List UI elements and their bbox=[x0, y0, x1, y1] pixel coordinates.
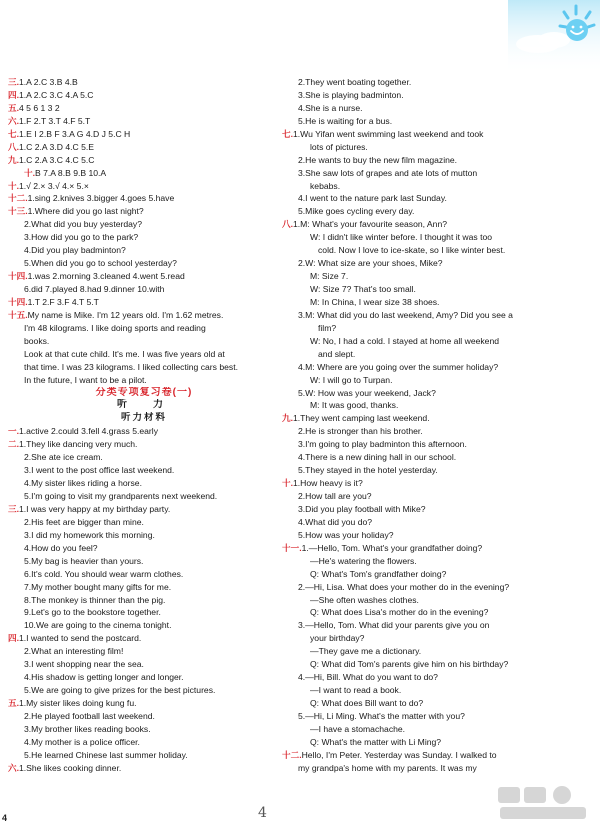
answer-line bbox=[8, 697, 280, 710]
answer-text: 5.They stayed in the hotel yesterday. bbox=[298, 465, 438, 476]
watermark-logo bbox=[494, 781, 594, 823]
section-marker: 三. bbox=[8, 77, 19, 87]
answer-line bbox=[282, 361, 596, 374]
answer-text: 5.When did you go to school yesterday? bbox=[24, 258, 177, 269]
page-number: 4 bbox=[2, 813, 8, 823]
answer-line bbox=[282, 167, 596, 180]
answer-text: 1.T 2.F 3.F 4.T 5.T bbox=[27, 296, 99, 307]
answer-line bbox=[8, 89, 280, 102]
answer-text: 1.F 2.T 3.T 4.F 5.T bbox=[18, 115, 91, 126]
answer-line bbox=[8, 723, 280, 736]
answer-line bbox=[282, 115, 596, 128]
answer-line bbox=[8, 283, 280, 296]
section-marker: 八. bbox=[8, 141, 19, 152]
answer-line bbox=[282, 335, 596, 348]
answer-text: 2.What an interesting film! bbox=[24, 646, 124, 657]
answer-text: 1.Where did you go last night? bbox=[27, 206, 144, 217]
answer-text: 2.She ate ice cream. bbox=[24, 452, 103, 463]
answer-text: Q: What does Lisa's mother do in the evening? bbox=[310, 607, 489, 618]
answer-text: 3.My brother likes reading books. bbox=[24, 723, 151, 734]
answer-text: 1.Wu Yifan went swimming last weekend and took bbox=[292, 128, 484, 139]
answer-text: 5.He is waiting for a bus. bbox=[298, 115, 393, 126]
answer-line bbox=[8, 192, 280, 205]
section-marker: 九. bbox=[8, 154, 19, 165]
section-marker: 十二. bbox=[282, 749, 302, 760]
answer-line bbox=[282, 542, 596, 555]
answer-text: 3.I did my homework this morning. bbox=[24, 529, 155, 540]
answer-text: —He's watering the flowers. bbox=[310, 555, 417, 566]
answer-line bbox=[8, 154, 280, 167]
answer-line bbox=[282, 374, 596, 387]
answer-text: 5.W: How was your weekend, Jack? bbox=[298, 387, 436, 398]
answer-text: 1.How heavy is it? bbox=[292, 478, 363, 489]
answer-line bbox=[8, 244, 280, 257]
answer-line bbox=[282, 257, 596, 270]
answer-line bbox=[282, 619, 596, 632]
answer-line bbox=[282, 192, 596, 205]
section-marker: 十五. bbox=[8, 309, 28, 320]
answer-line bbox=[8, 619, 280, 632]
answer-text: 3.Did you play football with Mike? bbox=[298, 503, 426, 514]
answer-line bbox=[8, 102, 280, 115]
answer-text: 4.I went to the nature park last Sunday. bbox=[298, 193, 447, 204]
answer-text: 5.How was your holiday? bbox=[298, 529, 394, 540]
answer-text: Q: What does Bill want to do? bbox=[310, 698, 424, 708]
section-marker: 四. bbox=[8, 89, 19, 100]
answer-text: 1.They went camping last weekend. bbox=[292, 413, 430, 424]
answer-line bbox=[8, 736, 280, 749]
answer-line bbox=[8, 749, 280, 762]
answer-text: that time. I was 23 kilograms. I liked collecting cars best. bbox=[24, 361, 238, 372]
answer-text: 1.They like dancing very much. bbox=[18, 439, 138, 450]
answer-line bbox=[8, 606, 280, 619]
answer-line bbox=[282, 296, 596, 309]
answer-text: 3.—Hello, Tom. What did your parents give you on bbox=[298, 620, 490, 631]
answer-line bbox=[282, 128, 596, 141]
section-marker: 四. bbox=[8, 633, 19, 644]
answer-line bbox=[8, 684, 280, 697]
section-marker: 二. bbox=[8, 439, 19, 450]
answer-line bbox=[8, 231, 280, 244]
answer-text: B 7.A 8.B 9.B 10.A bbox=[34, 167, 107, 178]
answer-text: 2.He wants to buy the new film magazine. bbox=[298, 154, 458, 165]
answer-line bbox=[282, 89, 596, 102]
answer-line bbox=[282, 490, 596, 503]
section-marker: 六. bbox=[8, 762, 19, 773]
answer-line bbox=[282, 723, 596, 736]
answer-line bbox=[282, 568, 596, 581]
section-marker: 九. bbox=[282, 413, 293, 424]
answer-text: 5.He learned Chinese last summer holiday. bbox=[24, 749, 188, 760]
section-marker: 五. bbox=[8, 698, 19, 708]
section-marker: 一. bbox=[8, 426, 19, 437]
answer-line bbox=[282, 606, 596, 619]
answer-text: 4.Did you play badminton? bbox=[24, 245, 126, 256]
answer-text: 3.She saw lots of grapes and ate lots of mutton bbox=[298, 167, 478, 178]
answer-text: books. bbox=[24, 335, 50, 346]
answer-line bbox=[282, 451, 596, 464]
answer-text: M: Size 7. bbox=[310, 271, 349, 282]
answer-line bbox=[8, 529, 280, 542]
answer-line bbox=[8, 438, 280, 451]
answer-line bbox=[282, 270, 596, 283]
answer-line bbox=[8, 542, 280, 555]
answer-line bbox=[8, 309, 280, 322]
answer-line bbox=[8, 632, 280, 645]
answer-line bbox=[282, 231, 596, 244]
section-marker: 七. bbox=[8, 128, 19, 139]
answer-text: 5.I'm going to visit my grandparents next weekend. bbox=[24, 491, 218, 501]
answer-text: M: It was good, thanks. bbox=[310, 400, 399, 411]
answer-text: 10.We are going to the cinema tonight. bbox=[24, 620, 172, 631]
answer-text: M: In China, I wear size 38 shoes. bbox=[310, 296, 440, 307]
answer-text: W: Size 7? That's too small. bbox=[310, 284, 416, 294]
answer-line bbox=[8, 218, 280, 231]
answer-text: 6.It's cold. You should wear warm clothes. bbox=[24, 568, 184, 579]
answer-text: Hello, I'm Peter. Yesterday was Sunday. I walked to bbox=[301, 749, 497, 760]
section-marker: 十. bbox=[8, 180, 19, 191]
answer-text: 4.How do you feel? bbox=[24, 542, 98, 553]
answer-line bbox=[8, 335, 280, 348]
answer-line bbox=[282, 387, 596, 400]
answer-line bbox=[8, 594, 280, 607]
answer-line bbox=[8, 503, 280, 516]
answer-text: 4.M: Where are you going over the summer holiday? bbox=[298, 361, 499, 372]
answer-text: 3.M: What did you do last weekend, Amy? Did you see a bbox=[298, 309, 513, 320]
answer-text: lots of pictures. bbox=[310, 141, 368, 152]
answer-line bbox=[282, 180, 596, 193]
answer-line bbox=[8, 568, 280, 581]
answer-line bbox=[8, 645, 280, 658]
answer-text: —They gave me a dictionary. bbox=[310, 646, 422, 657]
answer-text: 1.C 2.A 3.C 4.C 5.C bbox=[18, 154, 95, 165]
answer-text: 听 力 bbox=[117, 399, 171, 411]
handwritten-page-mark: 4 bbox=[258, 805, 267, 821]
section-marker: 十. bbox=[24, 167, 35, 178]
answer-text: W: I didn't like winter before. I thought it was too bbox=[310, 232, 493, 243]
answer-line bbox=[282, 76, 596, 89]
answer-line bbox=[8, 477, 280, 490]
answer-line bbox=[282, 658, 596, 671]
answer-text: cold. Now I love to ice-skate, so I like winter best. bbox=[318, 245, 506, 256]
answer-text: 4.My sister likes riding a horse. bbox=[24, 478, 142, 489]
answer-line bbox=[8, 490, 280, 503]
answer-text: 1.My sister likes doing kung fu. bbox=[18, 698, 137, 708]
section-marker: 十四. bbox=[8, 271, 28, 282]
answer-text: 1.A 2.C 3.C 4.A 5.C bbox=[18, 89, 94, 100]
answer-line bbox=[8, 464, 280, 477]
section-marker: 三. bbox=[8, 503, 19, 514]
answer-line bbox=[8, 348, 280, 361]
answer-text: 1.was 2.morning 3.cleaned 4.went 5.read bbox=[27, 271, 185, 282]
answer-line bbox=[282, 322, 596, 335]
answer-line bbox=[282, 697, 596, 710]
section-marker: 八. bbox=[282, 219, 293, 230]
left-answer-column bbox=[8, 76, 280, 775]
answer-line bbox=[8, 387, 280, 400]
answer-text: 5.We are going to give prizes for the best pictures. bbox=[24, 685, 216, 696]
answer-line bbox=[282, 632, 596, 645]
answer-line bbox=[8, 128, 280, 141]
answer-text: 1.—Hello, Tom. What's your grandfather doing? bbox=[301, 542, 483, 553]
answer-text: 2.They went boating together. bbox=[298, 77, 412, 87]
answer-line bbox=[8, 205, 280, 218]
answer-line bbox=[282, 141, 596, 154]
answer-line bbox=[282, 516, 596, 529]
answer-line bbox=[282, 529, 596, 542]
answer-text: W: I will go to Turpan. bbox=[310, 374, 393, 385]
answer-text: 1.√ 2.× 3.√ 4.× 5.× bbox=[18, 180, 89, 191]
section-marker: 六. bbox=[8, 115, 19, 126]
answer-line bbox=[8, 399, 280, 412]
answer-text: 5.Mike goes cycling every day. bbox=[298, 206, 415, 217]
answer-text: 9.Let's go to the bookstore together. bbox=[24, 607, 161, 618]
section-marker: 十一. bbox=[282, 542, 302, 553]
answer-line bbox=[282, 244, 596, 257]
answer-text: 5.—Hi, Li Ming. What's the matter with you? bbox=[298, 710, 465, 721]
answer-line bbox=[282, 205, 596, 218]
section-marker: 十. bbox=[282, 478, 293, 489]
answer-line bbox=[8, 425, 280, 438]
answer-line bbox=[282, 283, 596, 296]
answer-line bbox=[8, 516, 280, 529]
answer-text: my grandpa's home with my parents. It was my bbox=[298, 762, 477, 773]
answer-text: Look at that cute child. It's me. I was five years old at bbox=[24, 348, 225, 359]
section-marker: 五. bbox=[8, 102, 19, 113]
answer-text: 2.How tall are you? bbox=[298, 491, 372, 501]
answer-text: —I have a stomachache. bbox=[310, 723, 406, 734]
answer-line bbox=[8, 76, 280, 89]
section-marker: 十二. bbox=[8, 193, 28, 204]
section-marker: 十三. bbox=[8, 206, 28, 217]
answer-text: 4.—Hi, Bill. What do you want to do? bbox=[298, 672, 438, 683]
answer-text: 2.What did you buy yesterday? bbox=[24, 219, 142, 230]
answer-text: —She often washes clothes. bbox=[310, 594, 419, 605]
answer-line bbox=[8, 762, 280, 775]
answer-line bbox=[8, 296, 280, 309]
answer-text: 4.There is a new dining hall in our school. bbox=[298, 452, 457, 463]
answer-line bbox=[282, 399, 596, 412]
answer-line bbox=[282, 594, 596, 607]
answer-text: 2.—Hi, Lisa. What does your mother do in the evening? bbox=[298, 581, 510, 592]
answer-text: 1.sing 2.knives 3.bigger 4.goes 5.have bbox=[27, 193, 175, 204]
answer-text: 2.His feet are bigger than mine. bbox=[24, 516, 144, 527]
answer-text: 分类专项复习卷(一) bbox=[95, 386, 193, 398]
answer-line bbox=[282, 102, 596, 115]
answer-line bbox=[282, 348, 596, 361]
answer-line bbox=[282, 736, 596, 749]
answer-line bbox=[8, 555, 280, 568]
answer-line bbox=[8, 671, 280, 684]
answer-line bbox=[8, 412, 280, 425]
answer-text: 2.He played football last weekend. bbox=[24, 710, 155, 721]
answer-text: 5.My bag is heavier than yours. bbox=[24, 555, 144, 566]
answer-text: 4.His shadow is getting longer and longer. bbox=[24, 672, 184, 683]
answer-text: and slept. bbox=[318, 348, 356, 359]
answer-line bbox=[282, 684, 596, 697]
right-answer-column bbox=[282, 76, 596, 775]
answer-line bbox=[282, 412, 596, 425]
answer-text: 1.active 2.could 3.fell 4.grass 5.early bbox=[18, 426, 158, 437]
answer-text: 7.My mother bought many gifts for me. bbox=[24, 581, 172, 592]
answer-text: 4.What did you do? bbox=[298, 516, 373, 527]
answer-text: 4 5 6 1 3 2 bbox=[18, 102, 60, 113]
answer-line bbox=[8, 270, 280, 283]
answer-line bbox=[282, 309, 596, 322]
answer-text: 1.C 2.A 3.D 4.C 5.E bbox=[18, 141, 94, 152]
answer-line bbox=[8, 167, 280, 180]
answer-line bbox=[282, 154, 596, 167]
answer-text: 1.A 2.C 3.B 4.B bbox=[18, 77, 78, 87]
answer-text: 1.M: What's your favourite season, Ann? bbox=[292, 219, 448, 230]
answer-text: 8.The monkey is thinner than the pig. bbox=[24, 594, 166, 605]
answer-text: 3.How did you go to the park? bbox=[24, 232, 139, 243]
answer-text: W: No, I had a cold. I stayed at home all weekend bbox=[310, 335, 500, 346]
answer-text: 1.I wanted to send the postcard. bbox=[18, 633, 142, 644]
answer-line bbox=[8, 710, 280, 723]
answer-line bbox=[8, 361, 280, 374]
answer-line bbox=[282, 464, 596, 477]
section-marker: 七. bbox=[282, 128, 293, 139]
answer-line bbox=[8, 141, 280, 154]
answer-line bbox=[8, 322, 280, 335]
answer-text: 4.My mother is a police officer. bbox=[24, 736, 140, 747]
answer-text: your birthday? bbox=[310, 633, 365, 644]
answer-line bbox=[282, 477, 596, 490]
answer-line bbox=[282, 762, 596, 775]
answer-line bbox=[282, 671, 596, 684]
answer-line bbox=[8, 374, 280, 387]
answer-line bbox=[282, 581, 596, 594]
section-marker: 十四. bbox=[8, 296, 28, 307]
answer-text: 2.He is stronger than his brother. bbox=[298, 426, 423, 437]
answer-text: My name is Mike. I'm 12 years old. I'm 1.62 metres. bbox=[27, 309, 224, 320]
answer-text: 2.W: What size are your shoes, Mike? bbox=[298, 258, 443, 269]
answer-line bbox=[8, 451, 280, 464]
answer-line bbox=[282, 645, 596, 658]
answer-text: film? bbox=[318, 322, 337, 333]
answer-text: 4.She is a nurse. bbox=[298, 102, 363, 113]
answer-text: 6.did 7.played 8.had 9.dinner 10.with bbox=[24, 284, 165, 294]
answer-text: 3.I went to the post office last weekend. bbox=[24, 465, 175, 476]
answer-line bbox=[282, 710, 596, 723]
answer-text: 1.E I 2.B F 3.A G 4.D J 5.C H bbox=[18, 128, 131, 139]
answer-line bbox=[8, 115, 280, 128]
answer-line bbox=[282, 503, 596, 516]
answer-line bbox=[282, 555, 596, 568]
answer-line bbox=[8, 581, 280, 594]
answer-text: Q: What's the matter with Li Ming? bbox=[310, 736, 442, 747]
answer-text: Q: What did Tom's parents give him on his birthday? bbox=[310, 659, 509, 670]
answer-text: —I want to read a book. bbox=[310, 685, 402, 696]
answer-text: 3.I'm going to play badminton this afternoon. bbox=[298, 439, 467, 450]
answer-line bbox=[8, 257, 280, 270]
answer-text: Q: What's Tom's grandfather doing? bbox=[310, 568, 447, 579]
answer-text: I'm 48 kilograms. I like doing sports and reading bbox=[24, 322, 206, 333]
answer-text: 3.I went shopping near the sea. bbox=[24, 659, 144, 670]
answer-text: 1.She likes cooking dinner. bbox=[18, 762, 122, 773]
answer-text: 3.She is playing badminton. bbox=[298, 89, 404, 100]
sun-illustration bbox=[508, 0, 600, 74]
answer-line bbox=[282, 749, 596, 762]
answer-line bbox=[282, 218, 596, 231]
answer-text: 1.I was very happy at my birthday party. bbox=[18, 503, 171, 514]
answer-line bbox=[8, 658, 280, 671]
answer-line bbox=[282, 438, 596, 451]
answer-line bbox=[8, 180, 280, 193]
answer-line bbox=[282, 425, 596, 438]
answer-text: In the future, I want to be a pilot. bbox=[24, 374, 147, 385]
answer-text: kebabs. bbox=[310, 180, 341, 191]
answer-text: 听力材料 bbox=[120, 412, 167, 424]
